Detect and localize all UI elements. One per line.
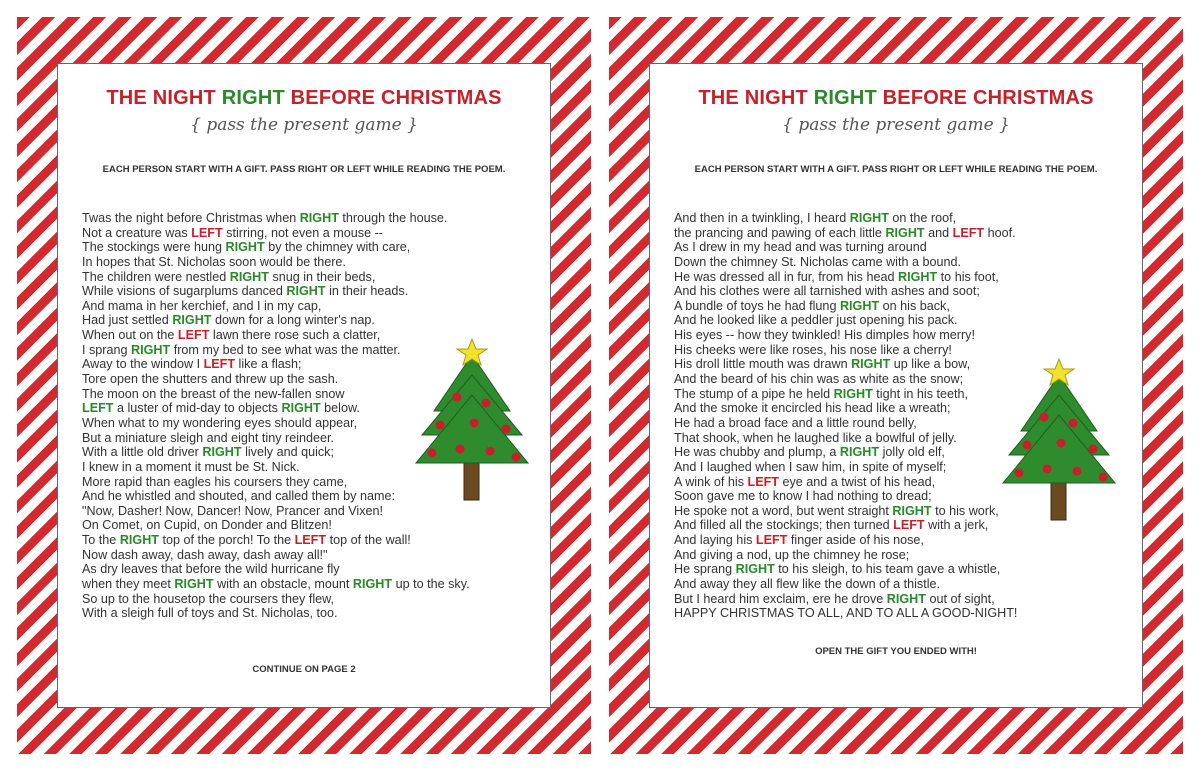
poem-text-segment: on his back, [879, 298, 950, 313]
keyword-right: RIGHT [225, 240, 265, 255]
poem-text-segment: And I laughed when I saw him, in spite of myself; [674, 459, 947, 474]
poem-text-segment: Down the chimney St. Nicholas came with a bound. [674, 254, 961, 269]
poem-text-segment: lively and quick; [241, 445, 334, 460]
poem-text-segment: I sprang [82, 342, 132, 357]
christmas-tree-icon [412, 333, 532, 503]
christmas-tree-icon [999, 353, 1119, 523]
keyword-left: LEFT [893, 518, 925, 533]
keyword-left: LEFT [755, 533, 788, 548]
poem-text-segment: in their heads. [325, 284, 409, 299]
poem-line [82, 533, 470, 548]
poem-text-segment: through the house. [338, 211, 448, 225]
title-part-1: THE NIGHT [698, 87, 814, 109]
poem-text-segment: And filled all the stockings; then turned [674, 518, 894, 533]
poem-text-segment: His eyes -- how they twinkled! His dimples how merry! [674, 328, 975, 343]
poem-text-segment: with a jerk, [924, 518, 989, 533]
keyword-right: RIGHT [281, 401, 321, 416]
poem-text-segment: A bundle of toys he had flung [674, 298, 840, 313]
poem-text-segment: Soon gave me to know I had nothing to dread; [674, 489, 932, 504]
poem-text-segment: and [924, 225, 953, 240]
poem-line [82, 592, 470, 607]
poem-text-segment: tight in his teeth, [872, 386, 969, 401]
poem-text-segment: snug in their beds, [268, 269, 376, 284]
poem-text-segment: With a sleigh full of toys and St. Nicholas, too. [82, 606, 338, 621]
keyword-left: LEFT [294, 533, 327, 548]
title-part-3: BEFORE CHRISTMAS [876, 87, 1094, 109]
poem-text-segment: Away to the window I [82, 357, 204, 372]
poem-text-segment: But I heard him exclaim, ere he drove [674, 591, 887, 606]
poem-line [674, 299, 1017, 314]
poem-text-segment: by the chimney with care, [264, 240, 411, 255]
poem-line [82, 313, 470, 328]
poem-text-segment: from my bed to see what was the matter. [170, 342, 401, 357]
keyword-right: RIGHT [202, 445, 242, 460]
poem-line [674, 445, 1017, 460]
page-subtitle: { pass the present game } [190, 115, 418, 135]
keyword-right: RIGHT [851, 357, 891, 372]
keyword-left: LEFT [177, 328, 210, 343]
poem-line [674, 372, 1017, 387]
poem-text-segment: to his work, [931, 503, 999, 518]
keyword-right: RIGHT [839, 445, 880, 460]
game-instructions: EACH PERSON START WITH A GIFT. PASS RIGHT OR LEFT WHILE READING THE POEM. [102, 164, 506, 175]
keyword-right: RIGHT [839, 298, 880, 313]
poem-line [82, 299, 470, 314]
poem-text-segment: like a flash; [235, 357, 302, 372]
poem-text-segment: below. [320, 401, 360, 416]
poem-line [674, 475, 1017, 490]
keyword-right: RIGHT [849, 211, 889, 225]
poem-line [674, 577, 1017, 592]
poem-line [674, 504, 1017, 519]
page-footer: OPEN THE GIFT YOU ENDED WITH! [815, 646, 977, 657]
poem-text-segment: He was chubby and plump, a [674, 445, 840, 460]
keyword-right: RIGHT [886, 591, 926, 606]
poem-line [674, 357, 1017, 372]
keyword-right: RIGHT [286, 284, 326, 299]
poem-text-segment: to his foot, [937, 269, 999, 284]
poem-line [674, 548, 1017, 563]
poem-text-segment: He sprang [674, 562, 736, 577]
poem-line [674, 489, 1017, 504]
poem-line [674, 518, 1017, 533]
poem-text-segment: I knew in a moment it must be St. Nick. [82, 459, 300, 474]
poem-text-segment: on the roof, [888, 211, 957, 225]
poem-text-segment: And laying his [674, 533, 756, 548]
title-part-2: RIGHT [221, 87, 285, 109]
poem-text-segment: He was dressed all in fur, from his head [674, 269, 898, 284]
poem-line [674, 270, 1017, 285]
poem-text-segment: up to the sky. [392, 577, 470, 592]
poem-line [674, 240, 1017, 255]
poem-text-segment: On Comet, on Cupid, on Donder and Blitzen! [82, 518, 332, 533]
poem-text-segment: eye and a twist of his head, [778, 474, 936, 489]
poem-text-segment: out of sight, [925, 591, 995, 606]
poem-text-segment: More rapid than eagles his coursers they came, [82, 474, 348, 489]
poem-text-segment: His droll little mouth was drawn [674, 357, 852, 372]
poem-line [674, 592, 1017, 607]
keyword-right: LEFT [82, 401, 114, 416]
poem-line [82, 284, 470, 299]
poem-text-segment: with an obstacle, mount [213, 577, 353, 592]
keyword-right: RIGHT [299, 211, 339, 225]
keyword-right: RIGHT [885, 225, 925, 240]
title-part-1: THE NIGHT [106, 87, 222, 109]
poem-text-segment: The moon on the breast of the new-fallen snow [82, 386, 345, 401]
poem-text-segment: finger aside of his nose, [787, 533, 924, 548]
keyword-right: RIGHT [174, 577, 214, 592]
poem-text-segment: When out on the [82, 328, 178, 343]
poem-text-segment: jolly old elf, [879, 445, 945, 460]
poem-line [674, 562, 1017, 577]
poem-text-segment: And the smoke it encircled his head like a wreath; [674, 401, 951, 416]
poem-text-segment: lawn there rose such a clatter, [209, 328, 381, 343]
poem-text-segment: And away they all flew like the down of a thistle. [674, 577, 941, 592]
poem-text-segment: the prancing and pawing of each little [674, 225, 886, 240]
keyword-right: RIGHT [735, 562, 775, 577]
title-part-3: BEFORE CHRISTMAS [284, 87, 502, 109]
poem-text-segment: A wink of his [674, 474, 748, 489]
poem-text-segment: As dry leaves that before the wild hurricane fly [82, 562, 340, 577]
keyword-right: RIGHT [352, 577, 393, 592]
keyword-left: LEFT [747, 474, 779, 489]
poem-line [82, 548, 470, 563]
poem-text-segment: Now dash away, dash away, dash away all!" [82, 547, 328, 562]
poem-line [674, 416, 1017, 431]
poem-line [82, 226, 470, 241]
poem-page-1 [17, 17, 591, 754]
poem-line [674, 401, 1017, 416]
poem-line [674, 313, 1017, 328]
poem-text-segment: top of the porch! To the [159, 533, 295, 548]
poem-line [674, 387, 1017, 402]
page-footer: CONTINUE ON PAGE 2 [252, 664, 356, 675]
title-part-2: RIGHT [813, 87, 877, 109]
poem-line [674, 284, 1017, 299]
poem-text-segment: Twas the night before Christmas when [82, 211, 300, 225]
poem-line [82, 606, 470, 621]
keyword-right: RIGHT [833, 386, 873, 401]
poem-text-segment: a luster of mid-day to objects [113, 401, 282, 416]
keyword-right: RIGHT [172, 313, 212, 328]
poem-text-segment: When what to my wondering eyes should appear, [82, 415, 358, 430]
poem-line [674, 606, 1017, 621]
poem-line [674, 211, 1017, 226]
poem-text-segment: up like a bow, [890, 357, 971, 372]
poem-text-segment: Tore open the shutters and threw up the sash. [82, 372, 339, 387]
poem-text-segment: "Now, Dasher! Now, Dancer! Now, Prancer and Vixen! [82, 503, 384, 518]
keyword-right: RIGHT [119, 533, 159, 548]
poem-text-segment: With a little old driver [82, 445, 203, 460]
poem-line [674, 460, 1017, 475]
keyword-left: LEFT [952, 225, 985, 240]
poem-text-segment: And the beard of his chin was as white as the snow; [674, 372, 964, 387]
poem-text-segment: That shook, when he laughed like a bowlful of jelly. [674, 430, 957, 445]
keyword-left: LEFT [203, 357, 236, 372]
poem-text-segment: He had a broad face and a little round belly, [674, 415, 917, 430]
poem-text-segment: To the [82, 533, 120, 548]
poem-text-segment: And he whistled and shouted, and called them by name: [82, 489, 395, 504]
keyword-right: RIGHT [131, 342, 171, 357]
poem-page-2 [609, 17, 1183, 754]
poem-text-segment: But a miniature sleigh and eight tiny reindeer. [82, 430, 335, 445]
poem-text-segment: So up to the housetop the coursers they flew, [82, 591, 335, 606]
poem-text-segment: The stockings were hung [82, 240, 226, 255]
poem-text-segment: While visions of sugarplums danced [82, 284, 287, 299]
page-title [609, 87, 1183, 110]
poem-line [82, 504, 470, 519]
poem-line [674, 328, 1017, 343]
poem-line [82, 240, 470, 255]
poem-text-segment: Not a creature was [82, 225, 192, 240]
poem-line [674, 431, 1017, 446]
poem-text-segment: He spoke not a word, but went straight [674, 503, 893, 518]
poem-text-segment: down for a long winter's nap. [211, 313, 375, 328]
poem-line [82, 270, 470, 285]
poem-text-segment: HAPPY CHRISTMAS TO ALL, AND TO ALL A GOOD-NIGHT! [674, 606, 1018, 621]
game-instructions: EACH PERSON START WITH A GIFT. PASS RIGHT OR LEFT WHILE READING THE POEM. [694, 164, 1098, 175]
poem-line [82, 577, 470, 592]
poem-line [674, 533, 1017, 548]
poem-line [674, 226, 1017, 241]
poem-text-segment: stirring, not even a mouse -- [222, 225, 383, 240]
poem-text [674, 211, 1017, 621]
poem-text-segment: And mama in her kerchief, and I in my cap, [82, 298, 322, 313]
keyword-left: LEFT [191, 225, 223, 240]
poem-text-segment: hoof. [984, 225, 1016, 240]
poem-text-segment: His cheeks were like roses, his nose like a cherry! [674, 342, 952, 357]
poem-text-segment: to his sleigh, to his team gave a whistle, [774, 562, 1001, 577]
poem-text-segment: top of the wall! [326, 533, 411, 548]
poem-text-segment: And giving a nod, up the chimney he rose; [674, 547, 910, 562]
poem-line [674, 255, 1017, 270]
poem-text-segment: Had just settled [82, 313, 173, 328]
poem-text-segment: In hopes that St. Nicholas soon would be there. [82, 254, 346, 269]
poem-text-segment: when they meet [82, 577, 175, 592]
keyword-right: RIGHT [892, 503, 932, 518]
poem-line [82, 518, 470, 533]
poem-line [674, 343, 1017, 358]
poem-text-segment: And he looked like a peddler just opening his pack. [674, 313, 958, 328]
keyword-right: RIGHT [229, 269, 269, 284]
poem-text-segment: The children were nestled [82, 269, 230, 284]
page-title [17, 87, 591, 110]
poem-text-segment: And his clothes were all tarnished with ashes and soot; [674, 284, 980, 299]
poem-text-segment: And then in a twinkling, I heard [674, 211, 850, 225]
poem-line [82, 211, 470, 226]
poem-text-segment: As I drew in my head and was turning around [674, 240, 927, 255]
poem-line [82, 562, 470, 577]
keyword-right: RIGHT [898, 269, 938, 284]
poem-line [82, 255, 470, 270]
poem-text-segment: The stump of a pipe he held [674, 386, 834, 401]
page-subtitle: { pass the present game } [782, 115, 1010, 135]
